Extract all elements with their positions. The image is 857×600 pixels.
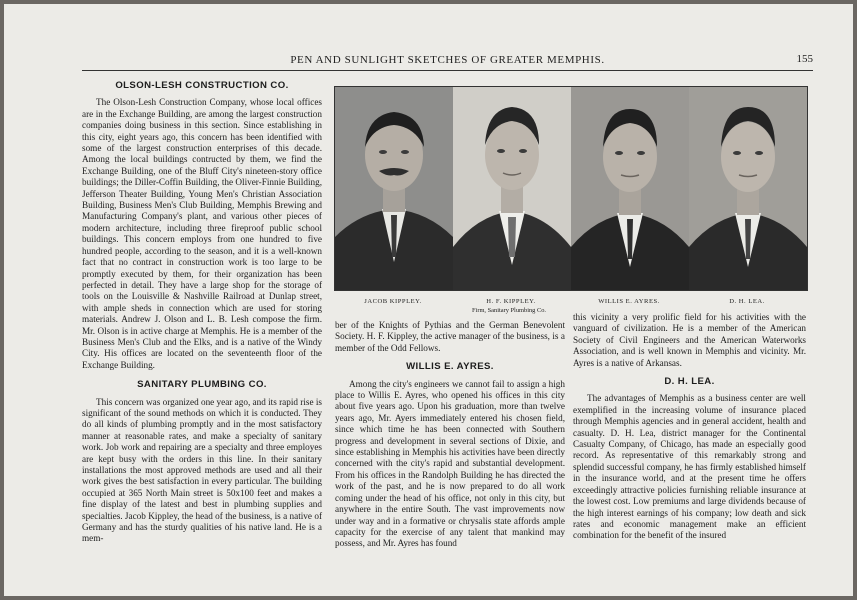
portrait-dh-lea [689, 87, 807, 290]
middle-column [335, 320, 565, 550]
willis-ayres-paragraph: Among the city's engineers we cannot fail to assign a high place to Willis E. Ayres, who opened his offices in this city about five years ago. Upon his graduation, more than twelve years ago, Mr. Ayers immediately entered his chosen field, since which time he has been connected with Southern progress and development in several sections of Dixie, and since establishing in Memphis his activities have been directly concerned with the city's rapid and substantial development. From his offices in the Randolph Building he has directed the work of the past, and he is now prepared to do all work coming under the head of his office, not only in this city, but anywhere in the entire South. The vast improvements now under way and in a formative or chrysalis state affords ample capacity for the exercise of any talent that mankind may possess, and Mr. Ayres has found [335, 378, 565, 549]
olson-lesh-paragraph: The Olson-Lesh Construction Company, whose local offices are in the Exchange Building, are among the largest construction companies doing business in this section. Since establishing in this city, eight years ago, this concern has been identified with some of the largest construction enterprises of this decade. Among the local buildings contructed by them, we find the Exchange Building, one of the Bluff City's nineteen-story office buildings; the Diller-Coffin Building, the Oliver-Finnie Building, Jefferson Theater Building, Young Men's Christian Association Building, Business Men's Club Building, Memphis Brewing and Manufacturing Company's plant, and various other pieces of modern architecture, including three fireproof public school buildings. This concern employs from one hundred to five hundred people, according to the season, and it is a well-known fact that no contract in construction work is too large to be promptly executed by them, for their organization has been perfected in detail. They have a large shop for the storage of tools on the Louisville & Nashville Railroad at Dunlap street, with ample sheds in connection which are used for storing materials. Andrew J. Olson and L. B. Lesh compose the firm. Mr. Olson is in active charge at Memphis. He is a member of the Business Men's Club and the Elks, and is a native of the Windy City. His offices are located on the seventeenth floor of the Exchange Building. [82, 97, 322, 370]
ayres-continued-paragraph: this vicinity a very prolific field for his activities with the vanguard of civilization. He is a member of the American Society of Civil Engineers and the American Waterworks Association, and is well known in Memphis and vicinity. Mr. Ayres is a native of Arkansas. [573, 312, 806, 368]
dh-lea-paragraph: The advantages of Memphis as a business center are well exemplified in the increasing volume of insurance placed through Memphis agencies and in general accident, health and casualty. D. H. Lea, district manager for the Continental Casualty Company, of Chicago, has made an especially good record. As representative of this remarkably strong and splendid successful company, he has firmly established himself in the insurance world, and at the present time he offers exceedingly attractive policies furnishing reliable insurance at the lowest cost. Low premiums and large dividends because of the high interest earnings of his company; low death and sick rates and economic management make an efficient combination for the benefit of the insured [573, 393, 806, 541]
portrait-photos [334, 86, 808, 291]
right-column [573, 312, 806, 542]
sanitary-plumbing-heading: SANITARY PLUMBING CO. [137, 379, 267, 391]
portrait-jacob-kippley [335, 87, 453, 290]
left-column [82, 80, 322, 545]
sanitary-plumbing-paragraph: This concern was organized one year ago, and its rapid rise is significant of the sound methods on which it is conducted. They do all kinds of plumbing promptly and in the most satisfactory manner at reasonable rates, and make a specialty of sanitary work. Job work and repairing are a specialty and three employes are kept busy with the orders in this line. In their sanitary installations the most approved methods are used and all their work gives the best satisfaction in every particular. The building occupied at 365 North Main street is 50x100 feet and makes a fine display of the latest and best in plumbing supplies and specialties. Jacob Kippley, the head of the business, is a native of Germany and has the sturdy qualities of his native land. He is a mem- [82, 396, 322, 544]
dh-lea-heading: D. H. LEA. [664, 376, 715, 388]
caption-willis-ayres: WILLIS E. AYRES. [598, 298, 660, 305]
document-page [4, 4, 853, 596]
page-number: 155 [796, 53, 813, 65]
caption-firm-sanitary-plumbing: Firm, Sanitary Plumbing Co. [471, 307, 547, 314]
willis-ayres-heading: WILLIS E. AYRES. [406, 361, 494, 373]
portrait-hf-kippley [453, 87, 571, 290]
caption-jacob-kippley: JACOB KIPPLEY. [364, 298, 422, 305]
olson-lesh-heading: OLSON-LESH CONSTRUCTION CO. [115, 80, 289, 91]
caption-dh-lea: D. H. LEA. [729, 298, 765, 305]
caption-hf-kippley: H. F. KIPPLEY. [486, 298, 536, 305]
header-rule [82, 70, 813, 71]
portrait-willis-ayres [571, 87, 689, 290]
kippley-continued-paragraph: ber of the Knights of Pythias and the German Benevolent Society. H. F. Kippley, the active manager of the business, is a member of the Odd Fellows. [335, 320, 565, 353]
running-header [82, 48, 813, 68]
header-title: PEN AND SUNLIGHT SKETCHES OF GREATER MEMPHIS. [290, 54, 605, 66]
